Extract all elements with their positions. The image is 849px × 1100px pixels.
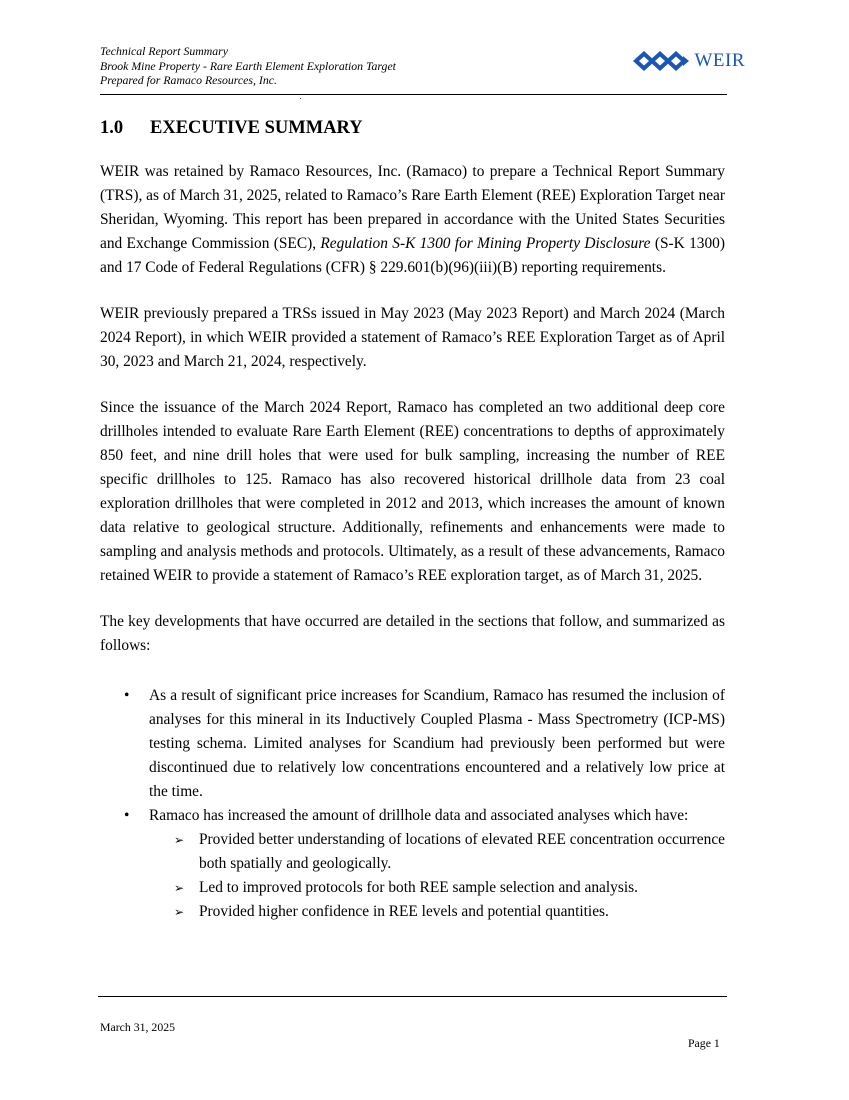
paragraph-3: Since the issuance of the March 2024 Report, Ramaco has completed an two additional deep core drillholes intended to evaluate Rare Earth Element (REE) concentrations to depths of approximately 850 feet, and nine drill holes that were used for bulk sampling, increasing the number of REE specific drillholes to 125. Ramaco has also recovered historical drillhole data from 23 coal exploration drillholes that were completed in 2012 and 2013, which increases the amount of known data relative to geological structure. Additionally, refinements and enhancements were made to sampling and analysis methods and protocols. Ultimately, as a result of these advancements, Ramaco retained WEIR to provide a statement of Ramaco’s REE exploration target, as of March 31, 2025. (100, 399, 725, 584)
list-item-text: As a result of significant price increases for Scandium, Ramaco has resumed the inclusion of analyses for this mineral in its Inductively Coupled Plasma - Mass Spectrometry (ICP-MS) testing schema. Limited analyses for Scandium had previously been performed but were discontinued due to relatively low concentrations encountered and a relatively low price at the time. (149, 687, 725, 800)
header-report-type: Technical Report Summary (100, 44, 229, 58)
stray-mark (300, 98, 301, 99)
paragraph-1-text-b: (S-K 1300) and 17 Code of Federal Regulations (CFR) § 229.601(b)(96)(iii)(B) reporting requirements. (100, 235, 725, 276)
sub-list-item-text: Provided higher confidence in REE levels and potential quantities. (199, 903, 609, 920)
page-number: Page 1 (688, 1036, 720, 1050)
regulation-title: Regulation S-K 1300 for Mining Property Disclosure (320, 235, 651, 252)
header-text (100, 44, 396, 88)
page-header (100, 44, 745, 95)
sub-list-item (149, 900, 725, 924)
header-property: Brook Mine Property - Rare Earth Element Exploration Target (100, 58, 396, 73)
sub-list-item-text: Provided better understanding of locations of elevated REE concentration occurrence both spatially and geologically. (199, 831, 725, 872)
header-prepared-for: Prepared for Ramaco Resources, Inc. (100, 73, 277, 88)
footer-divider (98, 996, 727, 997)
sub-list-item (149, 876, 725, 900)
sub-list-item-text: Led to improved protocols for both REE sample selection and analysis. (199, 879, 638, 896)
weir-logo (631, 48, 745, 74)
paragraph-1-text-a: WEIR was retained by Ramaco Resources, Inc. (Ramaco) to prepare a Technical Report Summary (TRS), as of March 31, 2025, related to Ramaco’s Rare Earth Element (REE) Exploration Target near Sheridan, Wyoming. This report has been prepared in accordance with the United States Securities and Exchange Commission (SEC), (100, 163, 725, 252)
paragraph-4: The key developments that have occurred are detailed in the sections that follow, and summarized as follows: (100, 613, 725, 654)
list-item-text: Ramaco has increased the amount of drillhole data and associated analyses which have: (149, 807, 689, 824)
key-developments-list (100, 684, 725, 924)
sub-list-item (149, 828, 725, 876)
list-item (100, 684, 725, 804)
section-number: 1.0 (100, 118, 124, 138)
paragraph-2: WEIR previously prepared a TRSs issued in May 2023 (May 2023 Report) and March 2024 (March 2024 Report), in which WEIR provided a statement of Ramaco’s REE Exploration Target as of April 30, 2023 and March 21, 2024, respectively. (100, 305, 725, 370)
list-item (100, 804, 725, 924)
document-body (100, 160, 725, 924)
logo-text: WEIR (694, 50, 745, 71)
section-heading (100, 118, 363, 139)
footer-date: March 31, 2025 (100, 1020, 176, 1034)
paragraph-1 (100, 160, 725, 280)
sub-list (149, 828, 725, 924)
section-title: EXECUTIVE SUMMARY (150, 118, 363, 138)
weir-diamonds-icon (631, 48, 693, 74)
